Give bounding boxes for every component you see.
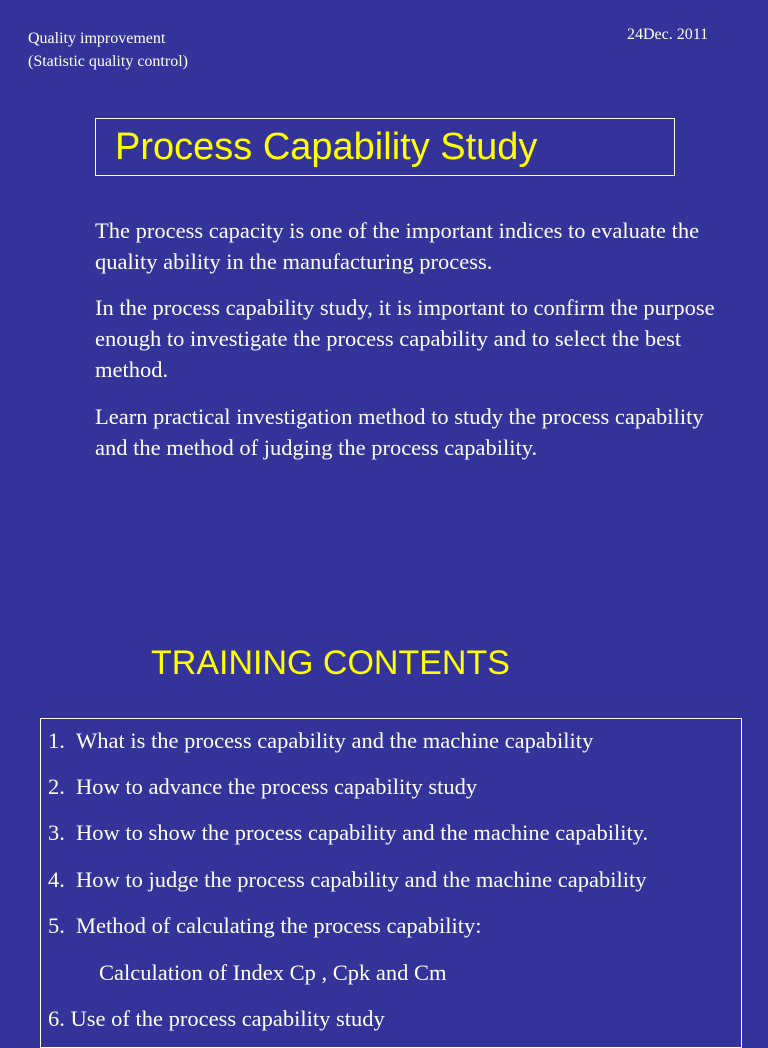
list-item-text: What is the process capability and the machine capability xyxy=(76,728,594,753)
list-item-text: Method of calculating the process capability: xyxy=(76,913,482,938)
contents-heading: TRAINING CONTENTS xyxy=(151,644,510,682)
list-item-text: How to advance the process capability study xyxy=(76,774,478,799)
course-header xyxy=(28,27,188,73)
list-item-text: Use of the process capability study xyxy=(70,1006,385,1031)
list-item xyxy=(48,912,482,940)
list-item-number: 4. xyxy=(48,867,65,892)
list-item-number: 1. xyxy=(48,728,65,753)
list-item xyxy=(48,866,646,894)
intro-paragraph-3: Learn practical investigation method to study the process capability and the method of judging the process capability. xyxy=(95,404,704,460)
list-item-number: 6. xyxy=(48,1006,65,1031)
list-item-subline xyxy=(99,959,446,987)
list-item xyxy=(48,773,477,801)
title-box xyxy=(95,118,675,176)
list-item-text: Calculation of Index Cp , Cpk and Cm xyxy=(99,960,447,985)
list-item-number: 3. xyxy=(48,820,65,845)
list-item xyxy=(48,727,593,755)
list-item xyxy=(48,1005,385,1033)
page-title: Process Capability Study xyxy=(115,126,538,168)
list-item xyxy=(48,819,648,847)
intro-paragraph-1: The process capacity is one of the important indices to evaluate the quality ability in the manufacturing process. xyxy=(95,218,700,274)
course-title: Quality improvement xyxy=(28,30,166,47)
date-label: 24Dec. 2011 xyxy=(627,26,709,43)
course-subtitle: (Statistic quality control) xyxy=(28,53,188,70)
list-item-number: 5. xyxy=(48,913,65,938)
contents-list xyxy=(40,718,742,1048)
intro-paragraph-2: In the process capability study, it is important to confirm the purpose enough to investigate the process capability and to select the best method. xyxy=(95,295,715,382)
list-item-text: How to judge the process capability and the machine capability xyxy=(76,867,647,892)
list-item-text: How to show the process capability and the machine capability. xyxy=(76,820,649,845)
list-item-number: 2. xyxy=(48,774,65,799)
